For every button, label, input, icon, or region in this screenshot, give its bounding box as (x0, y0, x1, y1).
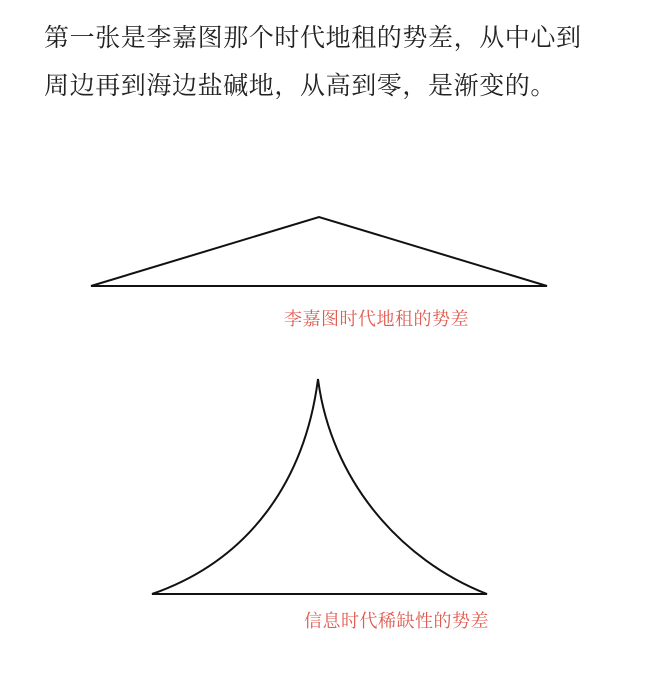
rent-gradient-triangle (91, 217, 547, 286)
paragraph-line: 第一张是李嘉图那个时代地租的势差，从中心到 (44, 23, 582, 52)
figure-2-caption: 信息时代稀缺性的势差 (304, 611, 489, 632)
figure-1-caption: 李嘉图时代地租的势差 (284, 309, 469, 330)
scarcity-gradient-spike (152, 379, 487, 594)
paragraph-line: 周边再到海边盐碱地，从高到零，是渐变的。 (44, 71, 557, 100)
